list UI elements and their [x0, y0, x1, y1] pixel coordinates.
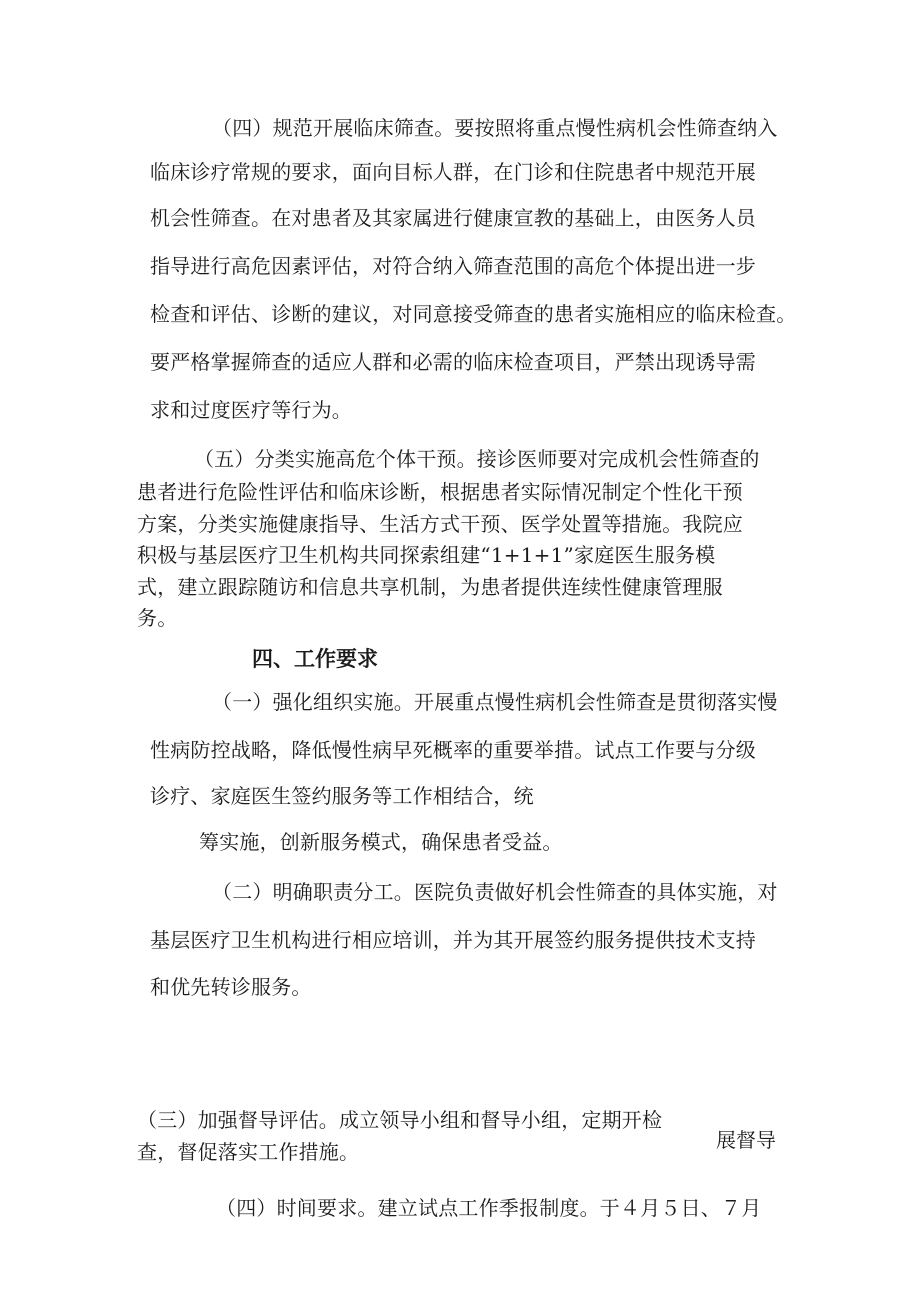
section-heading: 四、工作要求: [252, 647, 378, 671]
side-note-text: 展督导: [716, 1128, 776, 1152]
text-line: 性病防控战略，降低慢性病早死概率的重要举措。试点工作要与分级: [150, 738, 756, 762]
text-line: （一）强化组织实施。开展重点慢性病机会性筛查是贯彻落实慢: [212, 690, 778, 714]
text-line: 筹实施，创新服务模式，确保患者受益。: [199, 830, 563, 854]
text-line: 要严格掌握筛查的适应人群和必需的临床检查项目，严禁出现诱导需: [150, 350, 756, 374]
text-line: 查，督促落实工作措施。: [137, 1140, 360, 1164]
text-line: 机会性筛查。在对患者及其家属进行健康宣教的基础上，由医务人员: [150, 206, 756, 230]
text-line: （三）加强督导评估。成立领导小组和督导小组，定期开检: [137, 1108, 663, 1132]
text-line: 基层医疗卫生机构进行相应培训，并为其开展签约服务提供技术支持: [150, 928, 756, 952]
text-line: 诊疗、家庭医生签约服务等工作相结合，统: [150, 784, 534, 808]
text-line: 求和过度医疗等行为。: [150, 398, 352, 422]
text-line: （五）分类实施高危个体干预。接诊医师要对完成机会性筛查的: [194, 447, 760, 471]
text-line: 务。: [137, 606, 178, 630]
text-line: 式，建立跟踪随访和信息共享机制，为患者提供连续性健康管理服: [137, 575, 723, 599]
text-line: （四）时间要求。建立试点工作季报制度。于４月５日、７月: [216, 1196, 762, 1220]
text-line: 和优先转诊服务。: [150, 975, 312, 999]
text-line: 方案，分类实施健康指导、生活方式干预、医学处置等措施。我院应: [137, 512, 743, 536]
text-line: 检查和评估、诊断的建议，对同意接受筛查的患者实施相应的临床检查。: [150, 302, 797, 326]
text-line: 临床诊疗常规的要求，面向目标人群，在门诊和住院患者中规范开展: [150, 160, 756, 184]
text-line: （二）明确职责分工。医院负责做好机会性筛查的具体实施，对: [212, 880, 778, 904]
text-line: 指导进行高危因素评估，对符合纳入筛查范围的高危个体提出进一步: [150, 254, 756, 278]
text-line: （四）规范开展临床筛查。要按照将重点慢性病机会性筛查纳入: [212, 116, 778, 140]
text-line: 积极与基层医疗卫生机构共同探索组建“1+1+1”家庭医生服务模: [137, 543, 716, 567]
text-line: 患者进行危险性评估和临床诊断，根据患者实际情况制定个性化干预: [137, 480, 743, 504]
